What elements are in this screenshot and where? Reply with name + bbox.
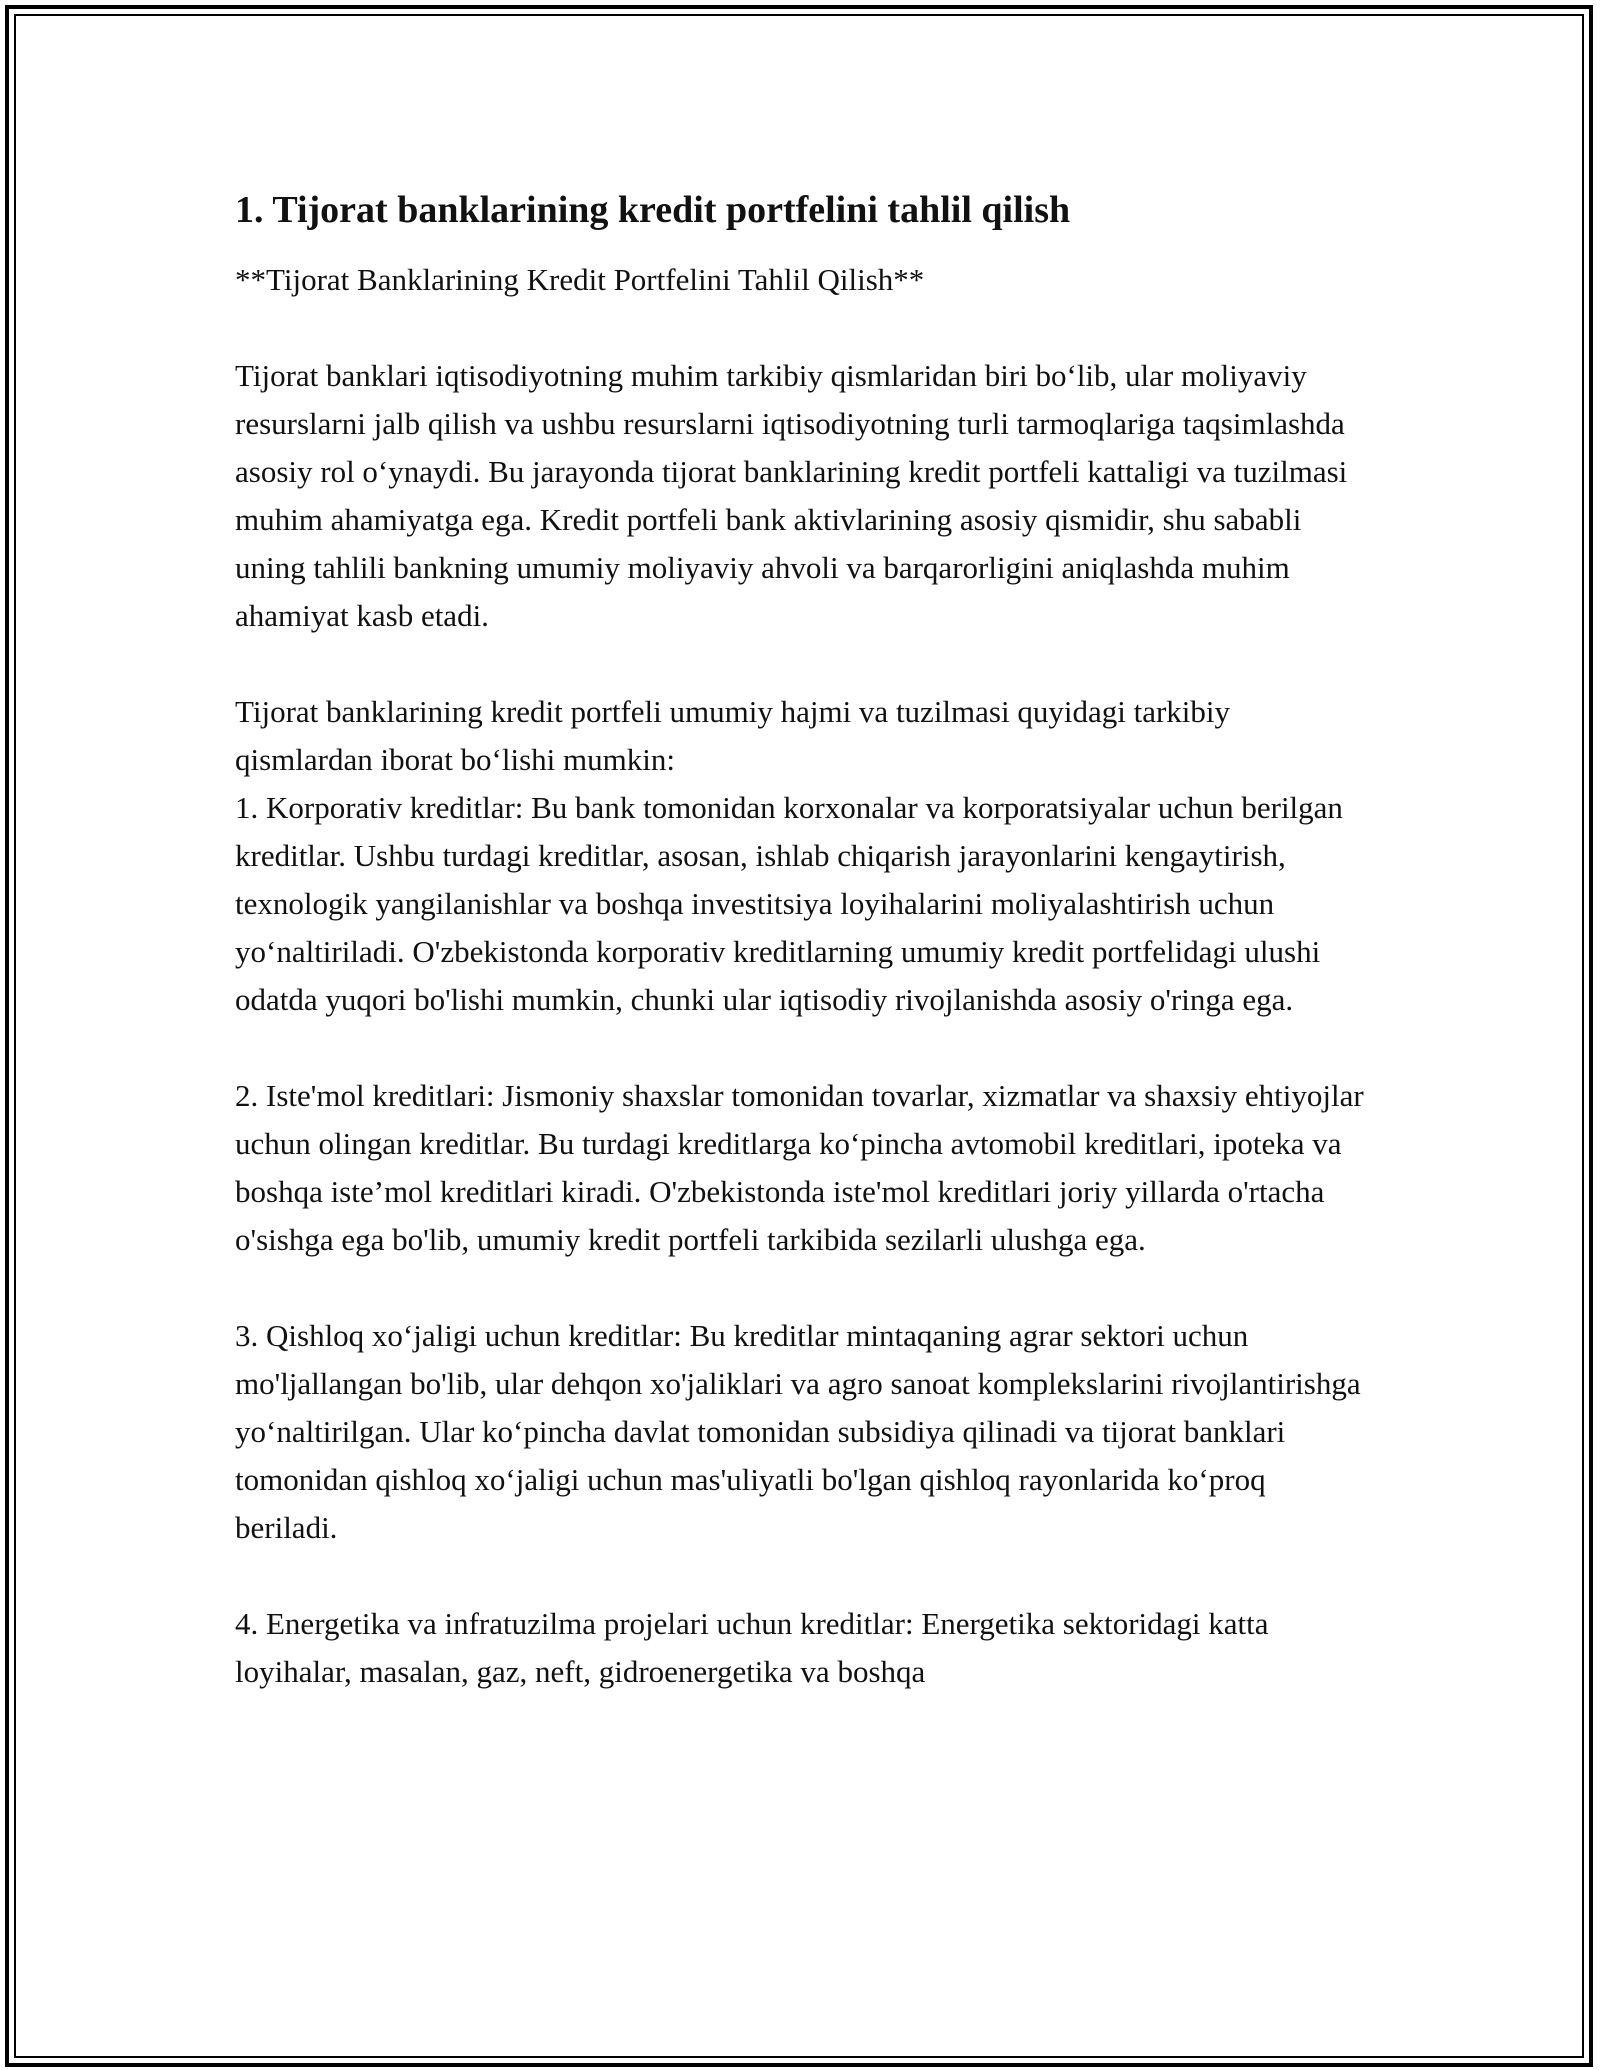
paragraph-agriculture-loans: 3. Qishloq xo‘jaligi uchun kreditlar: Bu kreditlar mintaqaning agrar sektori uchun mo'ljallangan bo'lib, ular dehqon xo'jaliklari va agro sanoat komplekslarini rivojlantirishga yo‘naltirilgan. Ular ko‘pincha davlat tomonidan subsidiya qilinadi va tijorat banklari tomonidan qishloq xo‘jaligi uchun mas'uliyatli bo'lgan qishloq rayonlarida ko‘proq beriladi. (235, 1318, 1361, 1545)
paragraph-energy-loans: 4. Energetika va infratuzilma projelari uchun kreditlar: Energetika sektoridagi katta loyihalar, masalan, gaz, neft, gidroenergetika va boshqa (235, 1606, 1269, 1689)
document-subtitle: **Tijorat Banklarining Kredit Portfelini Tahlil Qilish** (235, 262, 925, 297)
document-body (235, 186, 1375, 1696)
paragraph-portfolio-structure: Tijorat banklarining kredit portfeli umumiy hajmi va tuzilmasi quyidagi tarkibiy qismlardan iborat bo‘lishi mumkin: (235, 694, 1230, 777)
paragraph-consumer-loans: 2. Iste'mol kreditlari: Jismoniy shaxslar tomonidan tovarlar, xizmatlar va shaxsiy ehtiyojlar uchun olingan kreditlar. Bu turdagi kreditlarga ko‘pincha avtomobil kreditlari, ipoteka va boshqa iste’mol kreditlari kiradi. O'zbekistonda iste'mol kreditlari joriy yillarda o'rtacha o'sishga ega bo'lib, umumiy kredit portfeli tarkibida sezilarli ulushga ega. (235, 1078, 1364, 1257)
document-title: 1. Tijorat banklarining kredit portfelini tahlil qilish (235, 189, 1071, 231)
paragraph-intro: Tijorat banklari iqtisodiyotning muhim tarkibiy qismlaridan biri bo‘lib, ular moliyaviy resurslarni jalb qilish va ushbu resurslarni iqtisodiyotning turli tarmoqlariga taqsimlashda asosiy rol o‘ynaydi. Bu jarayonda tijorat banklarining kredit portfeli kattaligi va tuzilmasi muhim ahamiyatga ega. Kredit portfeli bank aktivlarining asosiy qismidir, shu sababli uning tahlili bankning umumiy moliyaviy ahvoli va barqarorligini aniqlashda muhim ahamiyat kasb etadi. (235, 358, 1348, 633)
paragraph-corporate-loans: 1. Korporativ kreditlar: Bu bank tomonidan korxonalar va korporatsiyalar uchun berilgan kreditlar. Ushbu turdagi kreditlar, asosan, ishlab chiqarish jarayonlarini kengaytirish, texnologik yangilanishlar va boshqa investitsiya loyihalarini moliyalashtirish uchun yo‘naltiriladi. O'zbekistonda korporativ kreditlarning umumiy kredit portfelidagi ulushi odatda yuqori bo'lishi mumkin, chunki ular iqtisodiy rivojlanishda asosiy o'ringa ega. (235, 790, 1343, 1017)
